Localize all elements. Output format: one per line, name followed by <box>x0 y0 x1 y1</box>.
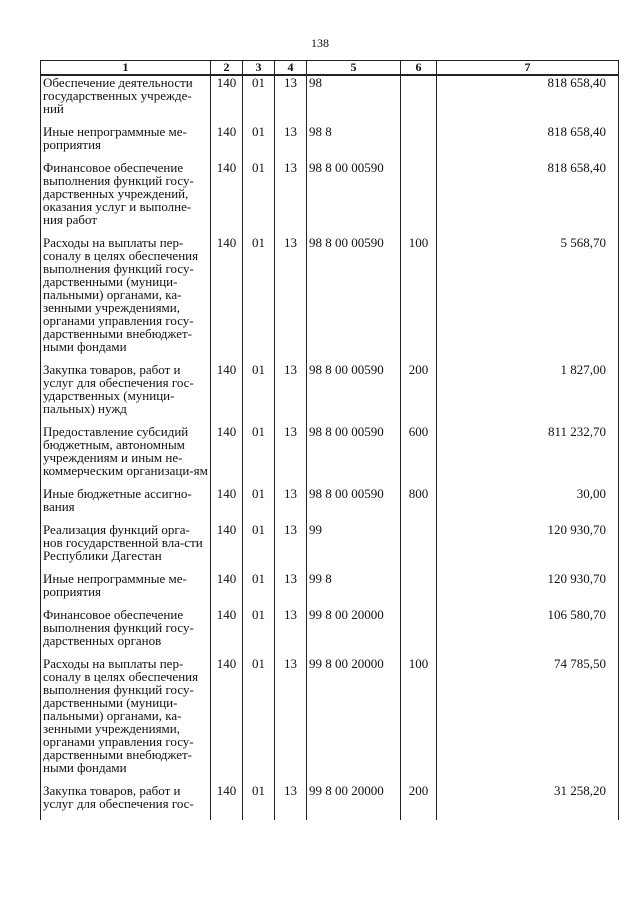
cell-name: Иные непрограммные ме-роприятия <box>41 125 211 161</box>
cell-target-article: 98 8 00 00590 <box>307 487 401 523</box>
cell-amount: 120 930,70 <box>437 572 619 608</box>
cell-target-article: 99 8 00 20000 <box>307 784 401 820</box>
table-row <box>41 363 619 425</box>
cell-admin-code: 140 <box>211 125 243 161</box>
budget-table <box>40 60 619 820</box>
cell-admin-code: 140 <box>211 425 243 487</box>
cell-subsection: 13 <box>275 572 307 608</box>
cell-section: 01 <box>243 161 275 236</box>
cell-amount: 818 658,40 <box>437 161 619 236</box>
cell-target-article: 98 8 00 00590 <box>307 236 401 363</box>
table-row <box>41 236 619 363</box>
cell-admin-code: 140 <box>211 572 243 608</box>
cell-admin-code: 140 <box>211 523 243 572</box>
table-body <box>41 75 619 820</box>
cell-admin-code: 140 <box>211 161 243 236</box>
cell-section: 01 <box>243 363 275 425</box>
cell-expense-type <box>401 608 437 657</box>
cell-name: Реализация функций орга-нов государственной вла-сти Республики Дагестан <box>41 523 211 572</box>
cell-name: Закупка товаров, работ и услуг для обеспечения гос- <box>41 784 211 820</box>
cell-subsection: 13 <box>275 784 307 820</box>
cell-section: 01 <box>243 523 275 572</box>
cell-subsection: 13 <box>275 363 307 425</box>
table-row <box>41 425 619 487</box>
cell-name: Иные бюджетные ассигно-вания <box>41 487 211 523</box>
cell-target-article: 98 8 00 00590 <box>307 425 401 487</box>
cell-expense-type: 200 <box>401 784 437 820</box>
cell-amount: 818 658,40 <box>437 125 619 161</box>
table-row <box>41 75 619 125</box>
cell-expense-type: 100 <box>401 236 437 363</box>
table-row <box>41 161 619 236</box>
cell-subsection: 13 <box>275 161 307 236</box>
cell-subsection: 13 <box>275 125 307 161</box>
cell-target-article: 98 8 <box>307 125 401 161</box>
cell-subsection: 13 <box>275 523 307 572</box>
cell-amount: 31 258,20 <box>437 784 619 820</box>
cell-subsection: 13 <box>275 75 307 125</box>
cell-target-article: 99 8 00 20000 <box>307 608 401 657</box>
cell-section: 01 <box>243 236 275 363</box>
cell-expense-type <box>401 161 437 236</box>
cell-name: Закупка товаров, работ и услуг для обеспечения гос-ударственных (муници-пальных) нужд <box>41 363 211 425</box>
cell-admin-code: 140 <box>211 487 243 523</box>
cell-amount: 811 232,70 <box>437 425 619 487</box>
cell-target-article: 98 8 00 00590 <box>307 363 401 425</box>
cell-section: 01 <box>243 572 275 608</box>
cell-name: Финансовое обеспечение выполнения функций госу-дарственных органов <box>41 608 211 657</box>
col-header-6: 6 <box>401 61 437 76</box>
cell-name: Иные непрограммные ме-роприятия <box>41 572 211 608</box>
cell-admin-code: 140 <box>211 236 243 363</box>
cell-expense-type: 600 <box>401 425 437 487</box>
cell-admin-code: 140 <box>211 608 243 657</box>
col-header-4: 4 <box>275 61 307 76</box>
cell-section: 01 <box>243 125 275 161</box>
cell-amount: 74 785,50 <box>437 657 619 784</box>
cell-expense-type: 200 <box>401 363 437 425</box>
cell-target-article: 98 <box>307 75 401 125</box>
col-header-3: 3 <box>243 61 275 76</box>
table-row <box>41 487 619 523</box>
cell-section: 01 <box>243 657 275 784</box>
cell-admin-code: 140 <box>211 363 243 425</box>
cell-admin-code: 140 <box>211 75 243 125</box>
cell-admin-code: 140 <box>211 657 243 784</box>
cell-subsection: 13 <box>275 425 307 487</box>
cell-amount: 106 580,70 <box>437 608 619 657</box>
cell-expense-type: 800 <box>401 487 437 523</box>
col-header-5: 5 <box>307 61 401 76</box>
cell-amount: 120 930,70 <box>437 523 619 572</box>
cell-section: 01 <box>243 425 275 487</box>
cell-name: Расходы на выплаты пер-соналу в целях обеспечения выполнения функций госу-дарственными (муници-пальными) органами, ка-зенными учреждениями, органами управления госу-дарственными внебюджет-ными фондами <box>41 236 211 363</box>
cell-section: 01 <box>243 75 275 125</box>
col-header-2: 2 <box>211 61 243 76</box>
cell-expense-type <box>401 75 437 125</box>
table-row <box>41 572 619 608</box>
cell-amount: 30,00 <box>437 487 619 523</box>
table-row <box>41 523 619 572</box>
table-row <box>41 125 619 161</box>
cell-section: 01 <box>243 608 275 657</box>
cell-subsection: 13 <box>275 608 307 657</box>
col-header-1: 1 <box>41 61 211 76</box>
cell-name: Расходы на выплаты пер-соналу в целях обеспечения выполнения функций госу-дарственными (муници-пальными) органами, ка-зенными учреждениями, органами управления госу-дарственными внебюджет-ными фондами <box>41 657 211 784</box>
cell-section: 01 <box>243 487 275 523</box>
cell-expense-type <box>401 523 437 572</box>
cell-subsection: 13 <box>275 236 307 363</box>
cell-admin-code: 140 <box>211 784 243 820</box>
cell-amount: 5 568,70 <box>437 236 619 363</box>
cell-target-article: 99 8 <box>307 572 401 608</box>
cell-section: 01 <box>243 784 275 820</box>
cell-target-article: 99 8 00 20000 <box>307 657 401 784</box>
cell-subsection: 13 <box>275 487 307 523</box>
col-header-7: 7 <box>437 61 619 76</box>
header-row <box>41 61 619 76</box>
cell-name: Обеспечение деятельности государственных учрежде-ний <box>41 75 211 125</box>
cell-amount: 818 658,40 <box>437 75 619 125</box>
cell-amount: 1 827,00 <box>437 363 619 425</box>
cell-expense-type: 100 <box>401 657 437 784</box>
cell-expense-type <box>401 572 437 608</box>
page-number: 138 <box>311 36 329 50</box>
cell-name: Финансовое обеспечение выполнения функций госу-дарственных учреждений, оказания услуг и выполне-ния работ <box>41 161 211 236</box>
cell-expense-type <box>401 125 437 161</box>
cell-name: Предоставление субсидий бюджетным, автономным учреждениям и иным не-коммерческим организаци-ям <box>41 425 211 487</box>
table-row <box>41 608 619 657</box>
cell-target-article: 98 8 00 00590 <box>307 161 401 236</box>
table-row <box>41 657 619 784</box>
table-row <box>41 784 619 820</box>
cell-subsection: 13 <box>275 657 307 784</box>
cell-target-article: 99 <box>307 523 401 572</box>
